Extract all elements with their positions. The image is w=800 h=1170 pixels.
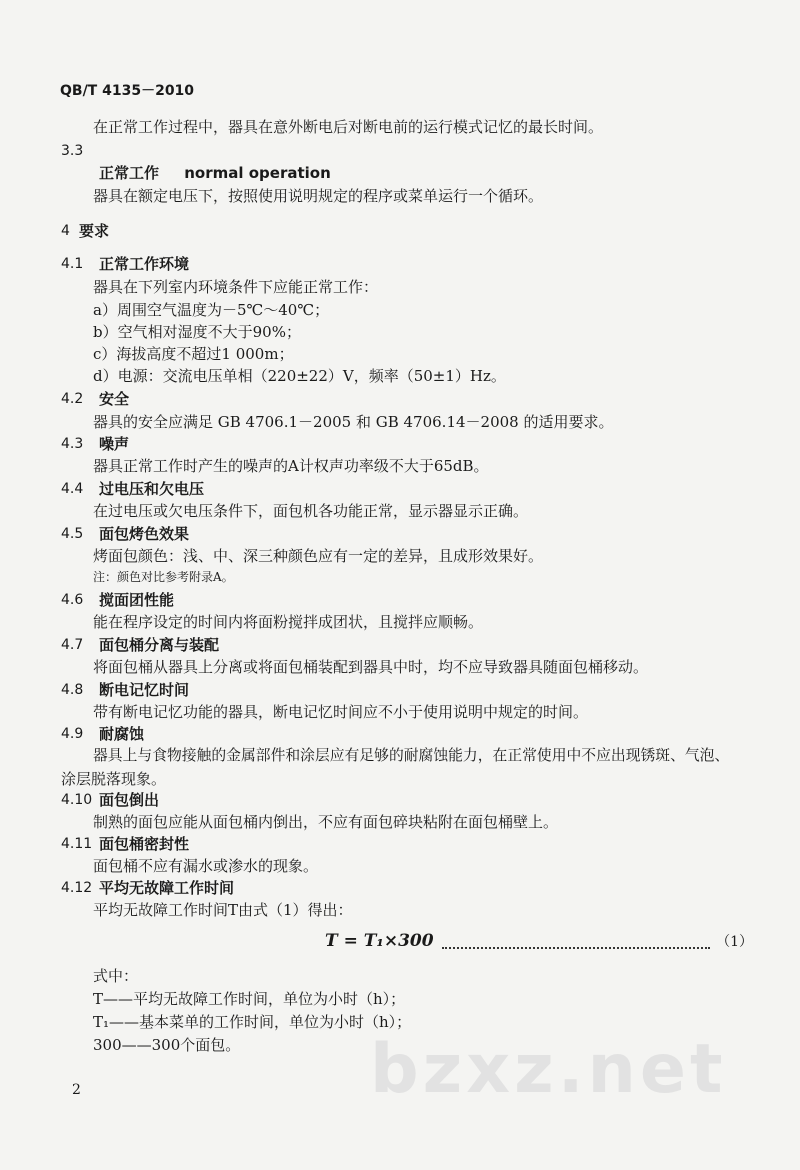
section-number: 3.3 <box>61 143 84 159</box>
formula-text: T = T₁×300 <box>325 931 434 951</box>
definition-line: T——平均无故障工作时间，单位为小时（h）； <box>93 990 406 1008</box>
section-title: 平均无故障工作时间 <box>99 879 235 897</box>
list-item: a）周围空气温度为－5℃～40℃； <box>93 301 330 319</box>
section-number: 4.1 <box>61 256 84 272</box>
equation-number: （1） <box>716 934 753 950</box>
list-item: b）空气相对湿度不大于90%； <box>93 323 301 341</box>
paragraph-line: 涂层脱落现象。 <box>61 770 167 788</box>
section-title: 面包桶分离与装配 <box>99 636 220 654</box>
paragraph-line: 带有断电记忆功能的器具，断电记忆时间应不小于使用说明中规定的时间。 <box>93 703 589 721</box>
page-number: 2 <box>72 1082 81 1098</box>
section-title: 安全 <box>99 390 130 408</box>
paragraph-line: 器具在额定电压下，按照使用说明规定的程序或菜单运行一个循环。 <box>93 187 544 205</box>
section-number: 4.7 <box>61 637 84 653</box>
section-title: 过电压和欠电压 <box>99 480 205 498</box>
section-number: 4.11 <box>61 836 93 852</box>
section-number: 4.12 <box>61 880 93 896</box>
section-number: 4.5 <box>61 526 84 542</box>
paragraph-line: 器具在下列室内环境条件下应能正常工作： <box>93 278 379 296</box>
paragraph-line: 器具的安全应满足 GB 4706.1－2005 和 GB 4706.14－2008 的适用要求。 <box>93 413 614 431</box>
paragraph-line: 器具上与食物接触的金属部件和涂层应有足够的耐腐蚀能力，在正常使用中不应出现锈斑、气泡、 <box>93 747 730 764</box>
watermark: bzxz.net <box>370 1030 727 1109</box>
section-number: 4.10 <box>61 792 93 808</box>
section-number: 4.6 <box>61 592 84 608</box>
section-title <box>99 163 331 183</box>
definition-line: T₁——基本菜单的工作时间，单位为小时（h）； <box>93 1013 412 1031</box>
list-item: d）电源：交流电压单相（220±22）V，频率（50±1）Hz。 <box>93 367 506 385</box>
section-number: 4.4 <box>61 481 84 497</box>
section-number: 4.9 <box>61 726 84 742</box>
section-number: 4.3 <box>61 436 84 452</box>
section-number: 4.2 <box>61 391 84 407</box>
section-number: 4 <box>61 223 70 239</box>
paragraph-line: 式中： <box>93 967 139 985</box>
note: 注：颜色对比参考附录A。 <box>93 570 234 584</box>
section-title: 断电记忆时间 <box>99 681 190 699</box>
section-title: 耐腐蚀 <box>99 725 145 743</box>
document-id: QB/T 4135－2010 <box>60 83 195 99</box>
paragraph-line: 器具正常工作时产生的噪声的A计权声功率级不大于65dB。 <box>93 457 489 475</box>
definition-line: 300——300个面包。 <box>93 1036 241 1054</box>
section-title: 正常工作环境 <box>99 255 190 273</box>
paragraph-line: 在正常工作过程中，器具在意外断电后对断电前的运行模式记忆的最长时间。 <box>93 118 604 136</box>
section-title: 面包桶密封性 <box>99 835 190 853</box>
paragraph-line: 烤面包颜色：浅、中、深三种颜色应有一定的差异，且成形效果好。 <box>93 547 544 565</box>
equation <box>93 929 753 953</box>
paragraph-line: 平均无故障工作时间T由式（1）得出： <box>93 901 353 919</box>
term-en: normal operation <box>184 164 331 182</box>
paragraph-line: 制熟的面包应能从面包桶内倒出，不应有面包碎块粘附在面包桶壁上。 <box>93 813 559 831</box>
paragraph-line: 在过电压或欠电压条件下，面包机各功能正常，显示器显示正确。 <box>93 502 529 520</box>
section-title: 噪声 <box>99 435 130 453</box>
dot-leader <box>442 941 711 949</box>
paragraph-line: 面包桶不应有漏水或渗水的现象。 <box>93 857 319 875</box>
section-number: 4.8 <box>61 682 84 698</box>
paragraph-line: 将面包桶从器具上分离或将面包桶装配到器具中时，均不应导致器具随面包桶移动。 <box>93 658 649 676</box>
section-title: 面包烤色效果 <box>99 525 190 543</box>
list-item: c）海拔高度不超过1 000m； <box>93 345 294 363</box>
term-zh: 正常工作 <box>99 164 160 182</box>
paragraph-line: 能在程序设定的时间内将面粉搅拌成团状，且搅拌应顺畅。 <box>93 613 484 631</box>
section-title: 面包倒出 <box>99 791 160 809</box>
section-title: 搅面团性能 <box>99 591 175 609</box>
section-title: 要求 <box>79 222 110 240</box>
